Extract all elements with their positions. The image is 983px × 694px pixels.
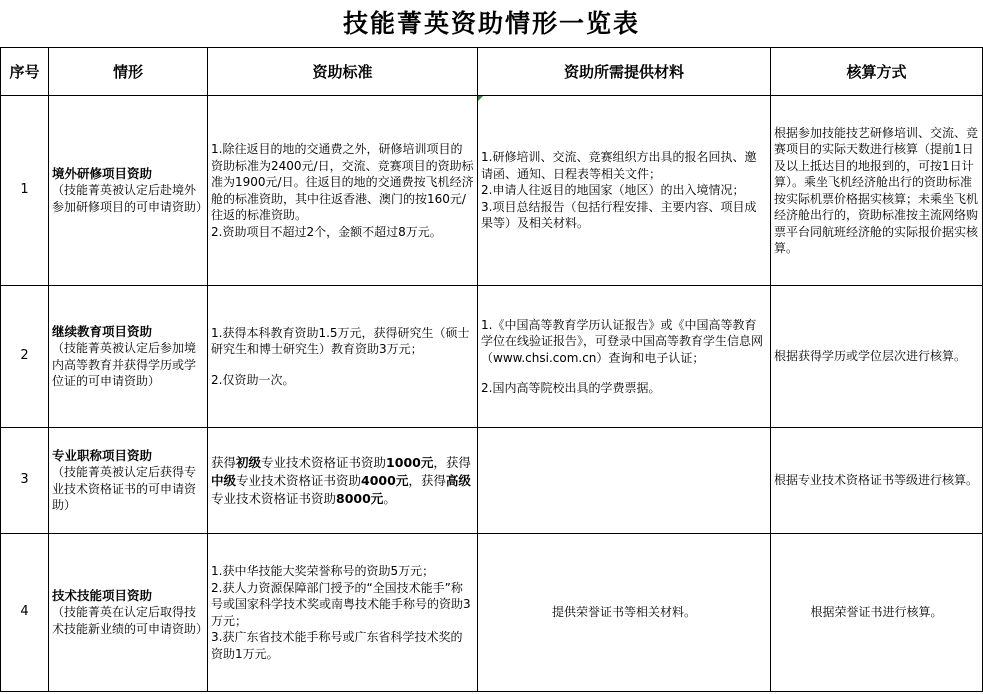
table-row [1, 96, 983, 286]
materials-cell [478, 428, 771, 534]
materials-item: 2.国内高等院校出具的学费票据。 [481, 381, 661, 395]
table-row [1, 286, 983, 428]
header-standard: 资助标准 [208, 48, 478, 96]
accounting-cell: 根据荣誉证书进行核算。 [771, 534, 983, 692]
row-number: 4 [1, 534, 49, 692]
accounting-cell: 根据获得学历或学位层次进行核算。 [771, 286, 983, 428]
standard-part-bold: 初级 [236, 454, 262, 470]
standard-part-bold: 中级 [211, 472, 237, 488]
page-title: 技能菁英资助情形一览表 [342, 9, 640, 38]
standard-item: 1.获中华技能大奖荣誉称号的资助5万元； [211, 564, 435, 578]
standard-part-bold: 8000元 [336, 490, 384, 506]
situation-note: （技能菁英被认定后赴境外参加研修项目的可申请资助） [52, 183, 209, 214]
situation-title: 专业职称项目资助 [52, 447, 153, 463]
situation-title: 继续教育项目资助 [52, 323, 153, 339]
accounting-cell: 根据专业技术资格证书等级进行核算。 [771, 428, 983, 534]
situation-note: （技能菁英被认定后参加境内高等教育并获得学历或学位证的可申请资助） [52, 341, 197, 388]
header-materials: 资助所需提供材料 [478, 48, 771, 96]
materials-item: 2.申请人往返目的地国家（地区）的出入境情况； [481, 183, 745, 198]
situation-cell [49, 286, 208, 428]
table-row [1, 428, 983, 534]
situation-title: 境外研修项目资助 [52, 165, 153, 181]
row-number: 2 [1, 286, 49, 428]
header-accounting: 核算方式 [771, 48, 983, 96]
header-situation: 情形 [49, 48, 208, 96]
standard-cell [208, 286, 478, 428]
standard-item: 2.仅资助一次。 [211, 372, 295, 387]
standard-part: ，获得 [408, 472, 446, 488]
standard-part-bold: 4000元 [361, 472, 409, 488]
accounting-cell: 根据参加技能技艺研修培训、交流、竞赛项目的实际天数进行核算（提前1日及以上抵达目的地报到的，可按1日计算）。乘坐飞机经济舱出行的资助标准按实际机票价格据实核算；未乘坐飞机经济舱出行的，资助标准按主流网络购票平台同航班经济舱的实际报价据实核算。 [771, 96, 983, 286]
standard-item: 3.获广东省技术能手称号或广东省科学技术奖的资助1万元。 [211, 630, 463, 661]
standard-cell [208, 534, 478, 692]
materials-item: 3.项目总结报告（包括行程安排、主要内容、项目成果等）及相关材料。 [481, 199, 757, 231]
standard-part: 专业技术资格证书资助 [211, 490, 337, 506]
row-number: 1 [1, 96, 49, 286]
materials-cell [478, 96, 771, 286]
materials-cell: 提供荣誉证书等相关材料。 [478, 534, 771, 692]
standard-part: 专业技术资格证书资助 [236, 472, 362, 488]
standard-cell [208, 96, 478, 286]
standard-item: 1.除往返目的地的交通费之外，研修培训项目的资助标准为2400元/日，交流、竞赛项目的资助标准为1900元/日。往返目的地的交通费按飞机经济舱的标准资助，其中往返香港、澳门的按160元/往返的标准资助。 [211, 142, 474, 222]
standard-part: 专业技术资格证书资助 [261, 454, 387, 470]
row-number: 3 [1, 428, 49, 534]
standard-item: 2.获人力资源保障部门授予的“全国技术能手”称号或国家科学技术奖或南粤技术能手称号的资助3万元； [211, 580, 471, 628]
materials-cell [478, 286, 771, 428]
materials-item: 1.《中国高等教育学历认证报告》或《中国高等教育学位在线验证报告》，可登录中国高等教育学生信息网（www.chsi.com.cn）查询和电子认证； [481, 317, 764, 365]
situation-cell [49, 428, 208, 534]
table-row [1, 534, 983, 692]
standard-item: 1.获得本科教育资助1.5万元，获得研究生（硕士研究生和博士研究生）教育资助3万元； [211, 325, 470, 357]
standard-cell [208, 428, 478, 534]
situation-cell [49, 534, 208, 692]
subsidy-table [0, 47, 983, 692]
situation-cell [49, 96, 208, 286]
standard-part: 。 [383, 490, 396, 506]
header-row [1, 48, 983, 96]
situation-note: （技能菁英被认定后获得专业技术资格证书的可申请资助） [52, 465, 197, 512]
situation-note: （技能菁英在认定后取得技术技能新业绩的可申请资助） [52, 605, 209, 636]
standard-part: 获得 [211, 454, 237, 470]
standard-part-bold: 1000元 [386, 454, 434, 470]
situation-title: 技术技能项目资助 [52, 587, 153, 603]
standard-part-bold: 高级 [445, 472, 471, 488]
standard-part: ，获得 [433, 454, 471, 470]
header-no: 序号 [1, 48, 49, 96]
standard-item: 2.资助项目不超过2个，金额不超过8万元。 [211, 224, 442, 239]
materials-item: 1.研修培训、交流、竞赛组织方出具的报名回执、邀请函、通知、日程表等相关文件； [481, 150, 757, 181]
cell-comment-marker [478, 96, 483, 101]
